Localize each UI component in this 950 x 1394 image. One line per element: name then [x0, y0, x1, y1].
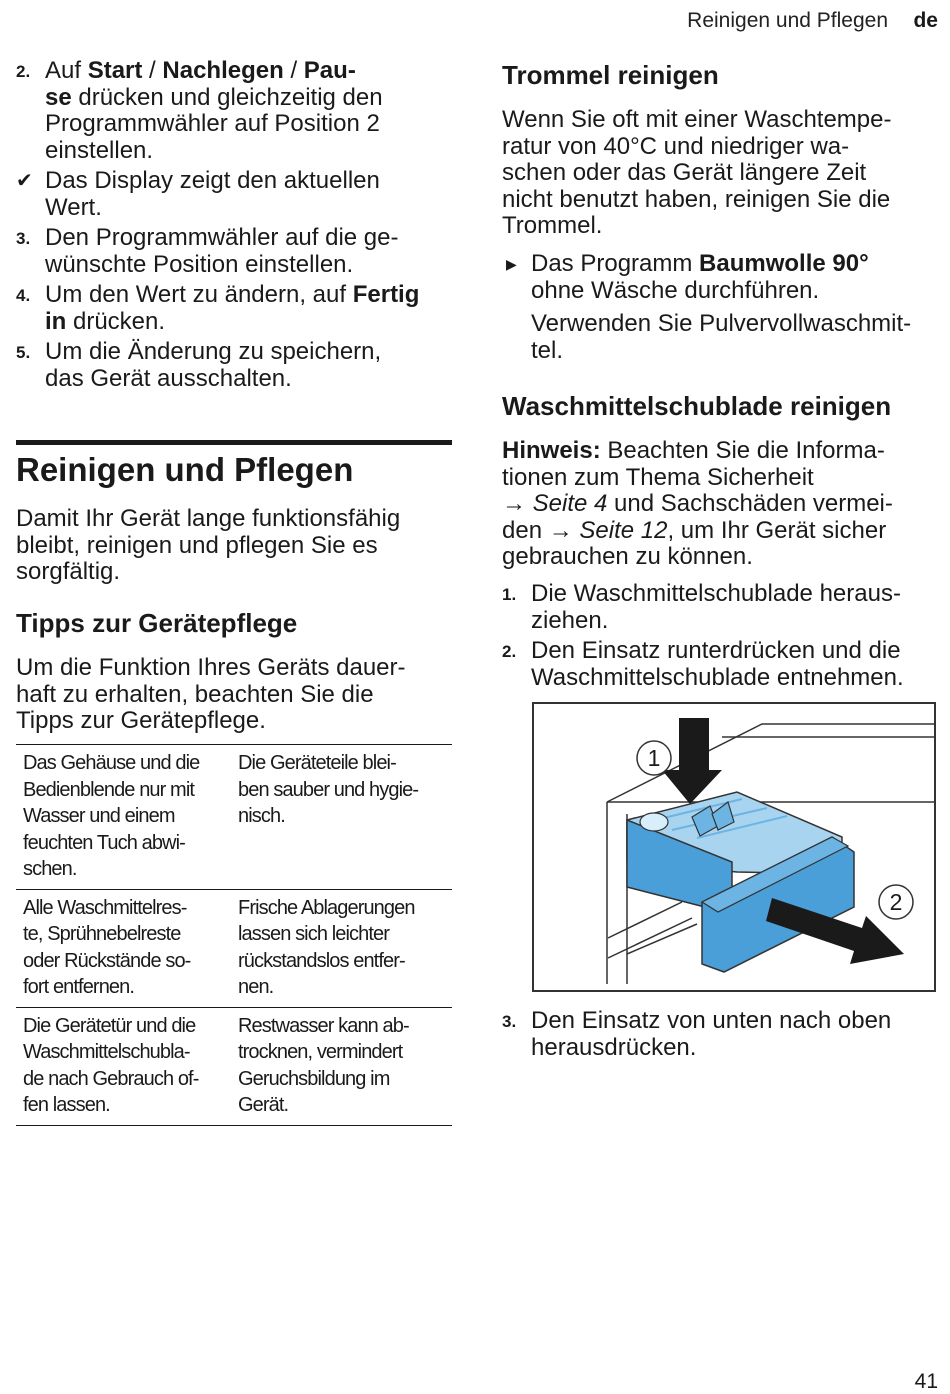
step-text: Den Einsatz von unten nach oben herausdrücken. — [531, 1007, 892, 1061]
intro-line: bleibt, reinigen und pflegen Sie es — [16, 531, 378, 559]
intro-line: Damit Ihr Gerät lange funktionsfähig — [16, 505, 401, 532]
tips-intro — [16, 655, 456, 735]
intro-line: schen oder das Gerät längere Zeit — [502, 159, 867, 186]
intro-line: sorgfältig. — [16, 558, 121, 585]
running-header-title: Reinigen und Pflegen — [687, 9, 888, 32]
step-text: Den Programmwähler auf die ge- wünschte Position einstellen. — [45, 224, 399, 278]
step-text: Die Waschmittelschublade heraus- ziehen. — [531, 580, 901, 634]
result-text: Das Display zeigt den aktuellen Wert. — [45, 167, 380, 221]
intro-line: Tipps zur Gerätepflege. — [16, 707, 266, 734]
step-3 — [16, 225, 456, 278]
table-row — [16, 1007, 452, 1125]
step-text: Den Einsatz runterdrücken und die Waschmittelschublade entnehmen. — [531, 637, 904, 691]
intro-line: Um die Funktion Ihres Geräts dauer- — [16, 654, 406, 681]
tip-benefit-cell: Restwasser kann ab- trocknen, vermindert Geruchsbildung im Gerät. — [234, 1007, 452, 1125]
language-tag: de — [913, 9, 938, 32]
intro-line: Wenn Sie oft mit einer Waschtempe- — [502, 106, 892, 133]
drum-heading: Trommel reinigen — [502, 60, 719, 90]
step-5 — [16, 339, 456, 392]
note-line: tel. — [531, 336, 564, 364]
step-number: 2. — [16, 62, 31, 81]
step-text: Auf Start / Nachlegen / Pau- se drücken und gleichzeitig den Programmwähler auf Position 2 einstellen. — [45, 57, 383, 164]
section-rule — [16, 440, 452, 445]
triangle-bullet-icon: ▶ — [506, 256, 517, 272]
table-row — [16, 745, 452, 890]
step-number: 1. — [502, 585, 517, 604]
section-title: Reinigen und Pflegen — [16, 451, 354, 488]
drum-action — [502, 251, 942, 304]
drawer-step-1 — [502, 581, 942, 634]
page-number: 41 — [914, 1370, 938, 1393]
intro-line: haft zu erhalten, beachten Sie die — [16, 680, 374, 708]
step-number: 4. — [16, 286, 31, 305]
step-text: Um den Wert zu ändern, auf Fertig in drücken. — [45, 281, 420, 335]
tips-table — [16, 744, 452, 1126]
table-row — [16, 889, 452, 1007]
drum-intro — [502, 107, 942, 240]
drum-note — [531, 311, 943, 364]
tips-heading: Tipps zur Gerätepflege — [16, 608, 298, 638]
callout-label: 2 — [889, 889, 903, 915]
drawer-step-2 — [502, 638, 942, 691]
tip-action-cell: Alle Waschmittelres- te, Sprühnebelreste oder Rückstände so- fort entfernen. — [16, 889, 234, 1007]
step-number: 2. — [502, 642, 517, 661]
step-text: Um die Änderung zu speichern, das Gerät ausschalten. — [45, 338, 382, 392]
drawer-heading: Waschmittelschublade reinigen — [502, 391, 892, 421]
result-check — [16, 168, 456, 221]
step-number: 3. — [502, 1012, 517, 1031]
drawer-note: Hinweis: Beachten Sie die Informa- tionen zum Thema Sicherheit → Seite 4 und Sachschäden vermei- den → Seite 12, um Ihr Gerät sicher gebrauchen zu können. — [502, 437, 893, 570]
section-intro — [16, 506, 456, 586]
callout-1 — [637, 741, 671, 775]
callout-label: 1 — [647, 745, 661, 771]
action-text: Das Programm Baumwolle 90° ohne Wäsche durchführen. — [531, 250, 869, 304]
tip-benefit-cell: Frische Ablagerungen lassen sich leichter rückstandslos entfer- nen. — [234, 889, 452, 1007]
tip-action-cell: Das Gehäuse und die Bedienblende nur mit Wasser und einem feuchten Tuch abwi- schen. — [16, 745, 234, 890]
intro-line: ratur von 40°C und niedriger wa- — [502, 132, 850, 160]
step-number: 5. — [16, 343, 31, 362]
tip-benefit-cell: Die Geräteteile blei- ben sauber und hygie- nisch. — [234, 745, 452, 890]
intro-line: Trommel. — [502, 212, 603, 239]
drawer-removal-illustration — [532, 702, 936, 992]
tip-action-cell: Die Gerätetür und die Waschmittelschubla- de nach Gebrauch of- fen lassen. — [16, 1007, 234, 1125]
step-4 — [16, 282, 456, 335]
check-icon: ✔ — [16, 170, 33, 192]
intro-line: nicht benutzt haben, reinigen Sie die — [502, 185, 891, 213]
step-2 — [16, 58, 456, 164]
callout-2 — [879, 885, 913, 919]
note-line: Verwenden Sie Pulvervollwaschmit- — [531, 310, 912, 337]
step-number: 3. — [16, 229, 31, 248]
drawer-step-3 — [502, 1008, 942, 1061]
